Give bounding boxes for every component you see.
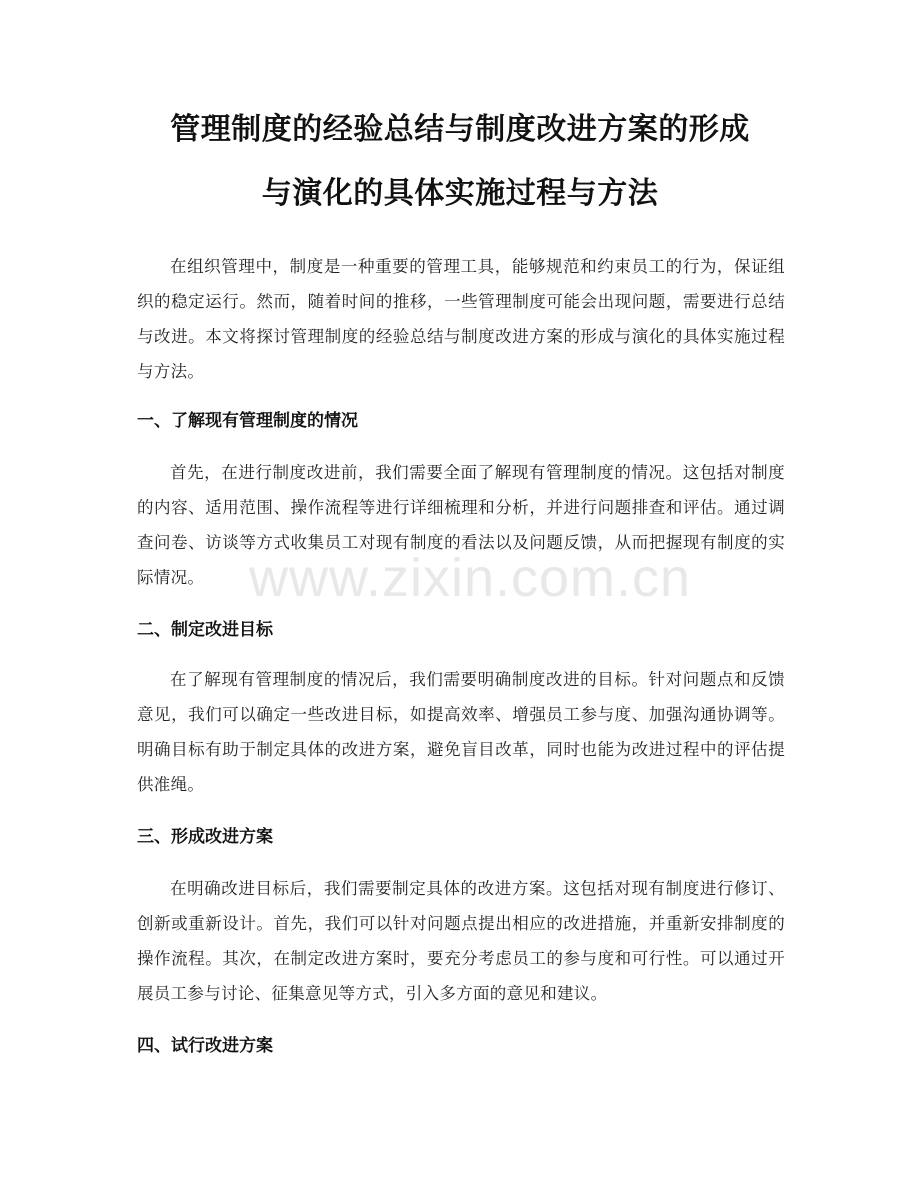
section-3-heading: 三、形成改进方案 bbox=[137, 827, 273, 847]
intro-paragraph: 在组织管理中，制度是一种重要的管理工具，能够规范和约束员工的行为，保证组织的稳定运行。然而，随着时间的推移，一些管理制度可能会出现问题，需要进行总结与改进。本文将探讨管理制度的经验总结与制度改进方案的形成与演化的具体实施过程与方法。 bbox=[137, 257, 785, 381]
section-3-paragraph: 在明确改进目标后，我们需要制定具体的改进方案。这包括对现有制度进行修订、创新或重新设计。首先，我们可以针对问题点提出相应的改进措施，并重新安排制度的操作流程。其次，在制定改进方案时，要充分考虑员工的参与度和可行性。可以通过开展员工参与讨论、征集意见等方式，引入多方面的意见和建议。 bbox=[137, 879, 785, 1003]
document-title-line-2: 与演化的具体实施过程与方法 bbox=[261, 176, 659, 211]
section-4-heading: 四、试行改进方案 bbox=[137, 1036, 273, 1056]
section-1-paragraph: 首先，在进行制度改进前，我们需要全面了解现有管理制度的情况。这包括对制度的内容、适用范围、操作流程等进行详细梳理和分析，并进行问题排查和评估。通过调查问卷、访谈等方式收集员工对现有制度的看法以及问题反馈，从而把握现有制度的实际情况。 bbox=[137, 463, 785, 587]
section-2-heading: 二、制定改进目标 bbox=[137, 620, 273, 640]
watermark: www.zixin.com.cn bbox=[248, 548, 692, 608]
section-2-paragraph: 在了解现有管理制度的情况后，我们需要明确制度改进的目标。针对问题点和反馈意见，我们可以确定一些改进目标，如提高效率、增强员工参与度、加强沟通协调等。明确目标有助于制定具体的改进方案，避免盲目改革，同时也能为改进过程中的评估提供准绳。 bbox=[137, 670, 785, 794]
document-title-line-1: 管理制度的经验总结与制度改进方案的形成 bbox=[170, 112, 750, 147]
section-1-heading: 一、了解现有管理制度的情况 bbox=[137, 411, 358, 431]
